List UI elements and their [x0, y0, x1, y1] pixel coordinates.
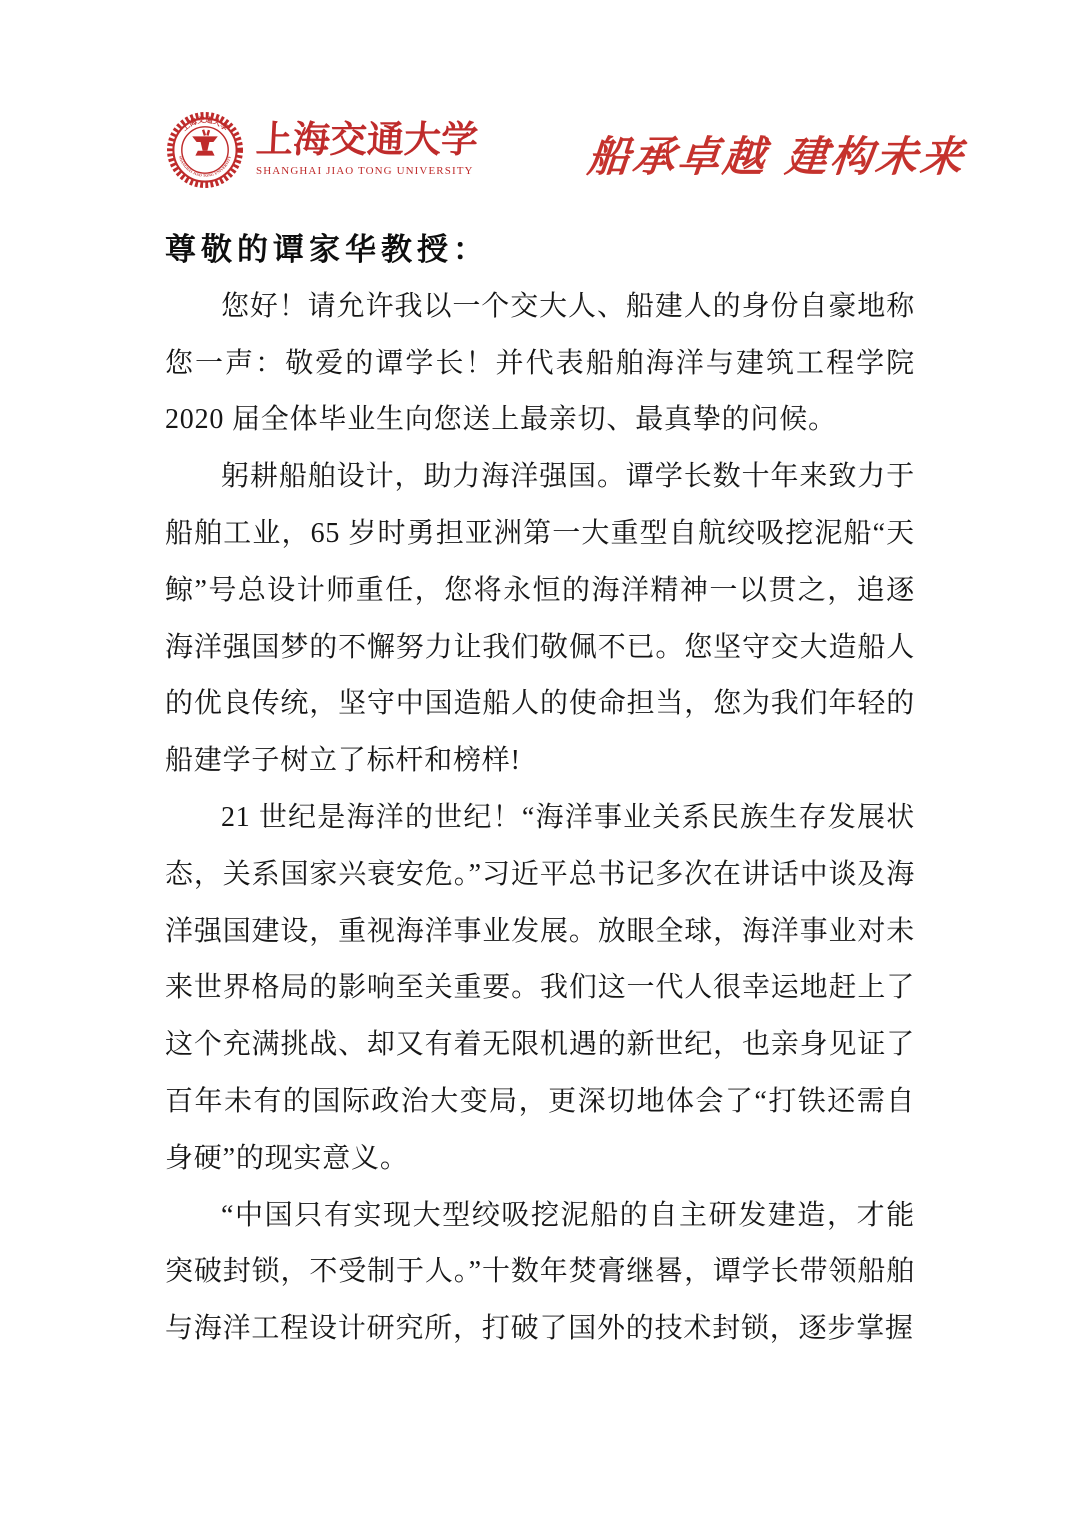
university-name-cn: 上海交通大学 [254, 117, 480, 161]
seal-top-arc-text: 上海交通大學 [180, 115, 230, 133]
anvil-emblem-icon [192, 129, 218, 155]
seal-bottom-arc-text: SHANGHAI JIAO TONG UNIVERSITY [177, 155, 233, 178]
university-wordmark [256, 110, 478, 177]
letter-paragraph-4: “中国只有实现大型绞吸挖泥船的自主研发建造，才能突破封锁，不受制于人。”十数年焚膏继晷，谭学长带领船舶与海洋工程设计研究所，打破了国外的技术封锁，逐步掌握 [165, 1199, 915, 1345]
university-seal-icon [165, 110, 245, 190]
university-name-en: SHANGHAI JIAO TONG UNIVERSITY [256, 165, 474, 177]
letter-paragraph-3: 21 世纪是海洋的世纪！“海洋事业关系民族生存发展状态，关系国家兴衰安危。”习近平总书记多次在讲话中谈及海洋强国建设，重视海洋事业发展。放眼全球，海洋事业对未来世界格局的影响至关重要。我们这一代人很幸运地赶上了这个充满挑战、却又有着无限机遇的新世纪，也亲身见证了百年未有的国际政治大变局，更深切地体会了“打铁还需自身硬”的现实意义。 [165, 801, 915, 1174]
header-slogan-calligraphy: 船承卓越 建构未来 [585, 132, 968, 181]
letter-paragraph-1: 您好！请允许我以一个交大人、船建人的身份自豪地称您一声：敬爱的谭学长！并代表船舶海洋与建筑工程学院 2020 届全体毕业生向您送上最亲切、最真挚的问候。 [165, 290, 915, 436]
letter-salutation: 尊敬的谭家华教授： [165, 232, 489, 268]
letter-header-logo [165, 110, 478, 190]
letter-paragraph-2: 躬耕船舶设计，助力海洋强国。谭学长数十年来致力于船舶工业，65 岁时勇担亚洲第一大重型自航绞吸挖泥船“天鲸”号总设计师重任，您将永恒的海洋精神一以贯之，追逐海洋强国梦的不懈努力让我们敬佩不已。您坚守交大造船人的优良传统，坚守中国造船人的使命担当，您为我们年轻的船建学子树立了标杆和榜样! [165, 461, 915, 777]
letter-body [165, 222, 915, 1358]
